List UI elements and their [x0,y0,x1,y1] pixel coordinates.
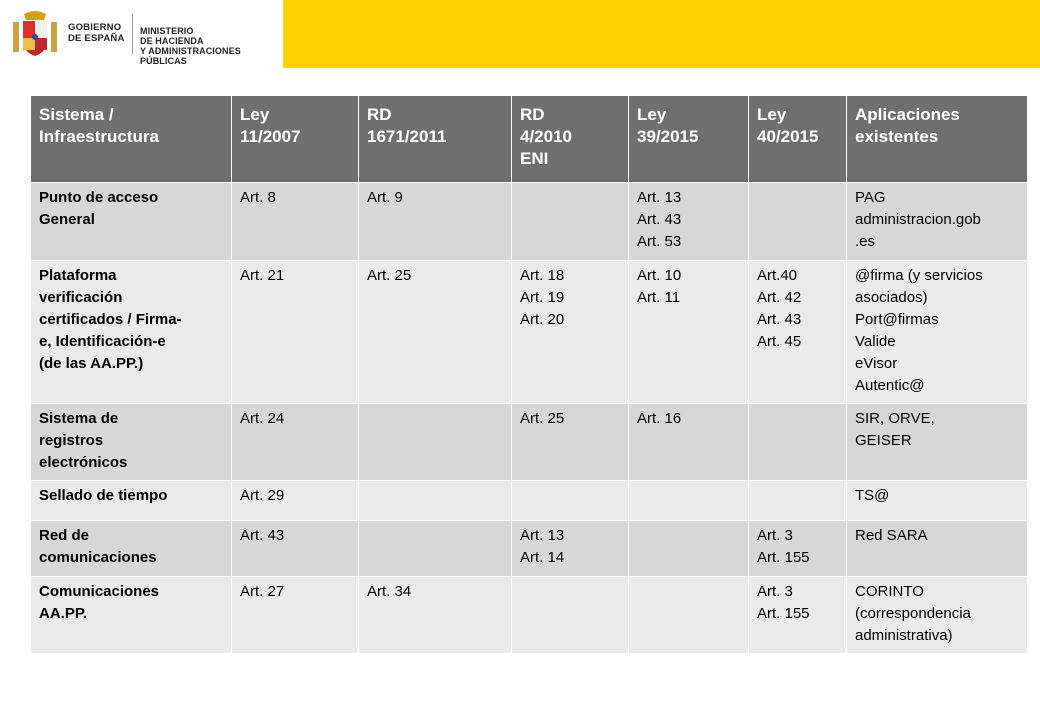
column-header-text: 4/2010 [520,127,572,146]
column-header [232,96,359,183]
cell-text: Art. 42 [757,289,802,306]
column-header [749,96,847,183]
table-cell [847,577,1028,654]
cell-text: Red SARA [855,527,928,544]
cell-text: comunicaciones [39,549,157,566]
cell-text: Comunicaciones [39,583,160,600]
column-header-text: ENI [520,149,549,168]
column-header-text: Ley [757,105,787,124]
cell-text: electrónicos [39,454,128,471]
table-cell [359,521,512,577]
column-header-text: Sistema / [39,105,114,124]
table-cell [232,577,359,654]
cell-text: Art. 34 [367,583,412,600]
column-header-text: Ley [240,105,270,124]
column-header-text: 11/2007 [240,127,301,146]
table-cell [512,183,629,261]
cell-text: Art. 3 [757,583,793,600]
table-cell [512,577,629,654]
cell-text: Punto de acceso [39,189,159,206]
table-cell [847,261,1028,404]
row-label-cell [31,183,232,261]
row-label-cell [31,261,232,404]
column-header [31,96,232,183]
table-cell [749,261,847,404]
cell-text: Art. 19 [520,289,565,306]
table-row [31,404,1028,481]
table-cell [847,481,1028,521]
table-cell [232,183,359,261]
table-cell [749,577,847,654]
table-cell [629,577,749,654]
cell-text: Art. 25 [367,267,412,284]
table-cell [847,183,1028,261]
cell-text: Art. 155 [757,549,810,566]
table-row [31,261,1028,404]
table-cell [232,261,359,404]
cell-text: Sistema de [39,410,119,427]
cell-text: Plataforma [39,267,117,284]
cell-text: GEISER [855,432,912,449]
cell-text: Art. 3 [757,527,793,544]
government-name: GOBIERNO DE ESPAÑA [68,22,125,44]
row-label-cell [31,521,232,577]
cell-text: Port@firmas [855,311,939,328]
cell-text: Art. 43 [757,311,802,328]
cell-text: Sellado de tiempo [39,487,168,504]
cell-text: General [39,211,95,228]
row-label-cell [31,404,232,481]
cell-text: administrativa) [855,627,953,644]
column-header-text: 1671/2011 [367,127,447,146]
row-label-cell [31,577,232,654]
row-label-cell [31,481,232,521]
table-cell [359,404,512,481]
table-cell [512,481,629,521]
cell-text: Art. 25 [520,410,565,427]
column-header [512,96,629,183]
table-row [31,577,1028,654]
cell-text: Art. 24 [240,410,285,427]
cell-text: Art.40 [757,267,798,284]
cell-text: Autentic@ [855,377,925,394]
cell-text: Art. 20 [520,311,565,328]
logo-divider [132,14,133,54]
cell-text: Art. 18 [520,267,565,284]
table-cell [847,521,1028,577]
table-row [31,481,1028,521]
table-cell [629,261,749,404]
cell-text: CORINTO [855,583,924,600]
table-cell [847,404,1028,481]
cell-text: Art. 14 [520,549,565,566]
table-header-row [31,96,1028,183]
column-header-text: 40/2015 [757,127,819,146]
column-header [629,96,749,183]
cell-text: Art. 155 [757,605,810,622]
column-header-text: Ley [637,105,667,124]
column-header [359,96,512,183]
cell-text: Art. 29 [240,487,285,504]
table-cell [232,521,359,577]
cell-text: verificación [39,289,123,306]
cell-text: Art. 13 [520,527,565,544]
table-cell [359,261,512,404]
cell-text: Art. 53 [637,233,682,250]
cell-text: TS@ [855,487,890,504]
cell-text: Art. 8 [240,189,276,206]
cell-text: Art. 13 [637,189,682,206]
table-cell [629,481,749,521]
table-cell [232,404,359,481]
cell-text: asociados) [855,289,928,306]
cell-text: SIR, ORVE, [855,410,935,427]
table-cell [512,521,629,577]
table-cell [749,183,847,261]
cell-text: Art. 43 [240,527,285,544]
cell-text: PAG [855,189,886,206]
table-cell [629,521,749,577]
government-logo-block [0,0,283,68]
cell-text: certificados / Firma- [39,311,182,328]
ministry-name: MINISTERIO DE HACIENDA Y ADMINISTRACIONES PÚBLICAS [140,26,241,66]
table-row [31,183,1028,261]
infrastructure-legal-table [30,95,1028,654]
cell-text: eVisor [855,355,898,372]
cell-text: administracion.gob [855,211,981,228]
column-header-text: 39/2015 [637,127,699,146]
table-cell [629,404,749,481]
table-cell [359,481,512,521]
table-cell [359,183,512,261]
cell-text: AA.PP. [39,605,88,622]
cell-text: registros [39,432,104,449]
coat-of-arms-icon [10,8,60,60]
table-cell [512,404,629,481]
cell-text: Art. 45 [757,333,802,350]
column-header-text: RD [367,105,392,124]
cell-text: Art. 11 [637,289,681,306]
column-header-text: Aplicaciones [855,105,960,124]
table-cell [512,261,629,404]
column-header-text: Infraestructura [39,127,159,146]
column-header-text: RD [520,105,545,124]
top-banner [0,0,1040,68]
column-header-text: existentes [855,127,939,146]
cell-text: Art. 27 [240,583,285,600]
table-cell [359,577,512,654]
cell-text: (de las AA.PP.) [39,355,144,372]
cell-text: .es [855,233,876,250]
cell-text: e, Identificación-e [39,333,166,350]
cell-text: @firma (y servicios [855,267,983,284]
cell-text: Red de [39,527,90,544]
cell-text: Valide [855,333,896,350]
cell-text: Art. 21 [240,267,285,284]
cell-text: Art. 9 [367,189,403,206]
table-row [31,521,1028,577]
cell-text: Art. 43 [637,211,682,228]
table-cell [749,521,847,577]
table-cell [232,481,359,521]
table-cell [749,481,847,521]
cell-text: Art. 10 [637,267,682,284]
table-cell [629,183,749,261]
cell-text: (correspondencia [855,605,971,622]
cell-text: Art. 16 [637,410,682,427]
table-cell [749,404,847,481]
column-header [847,96,1028,183]
